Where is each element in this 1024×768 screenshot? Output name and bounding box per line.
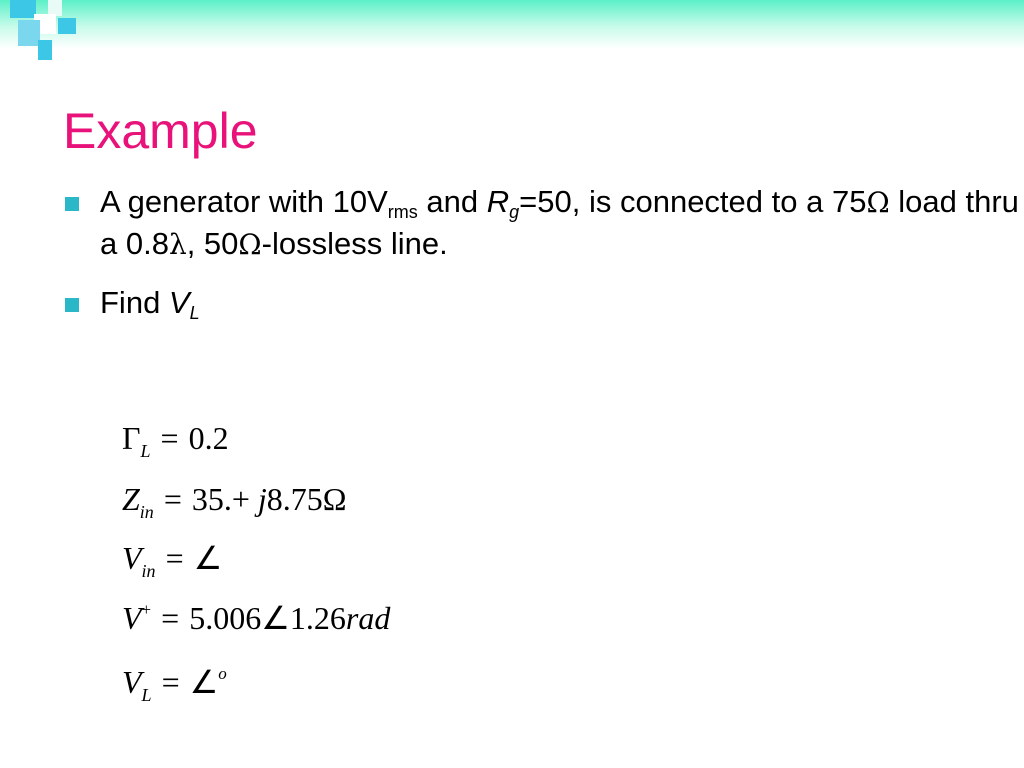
eq-op: = [165, 540, 184, 576]
bullet-square-icon [65, 298, 79, 312]
eq-rhs: 8.75Ω [266, 481, 347, 517]
eq-lhs: Z [122, 481, 140, 517]
eq-sub: in [139, 502, 154, 522]
bullet-list [62, 181, 1022, 340]
eq-rhs: ∠ [189, 664, 219, 700]
eq-rhs: 5.006∠1.26 [189, 600, 346, 636]
bullet-variable: R [486, 184, 510, 219]
bullet-text: =50, is connected to a 75 [519, 184, 867, 219]
eq-sup: o [218, 664, 227, 683]
equation-vin [122, 538, 223, 581]
eq-sub: in [141, 561, 156, 581]
bullet-item-problem [62, 181, 1022, 265]
equation-vplus [122, 598, 390, 638]
bullet-text: and [417, 184, 487, 219]
equation-vl [122, 662, 227, 705]
bullet-text: Find [100, 285, 169, 320]
bullet-item-find [62, 282, 1022, 323]
eq-lhs: Γ [122, 420, 141, 456]
bullet-square-icon [65, 197, 79, 211]
lambda-symbol: λ [168, 228, 187, 261]
eq-op: = [161, 600, 180, 636]
eq-rhs-unit: rad [345, 600, 391, 636]
eq-op: = [161, 664, 180, 700]
eq-sup: + [141, 600, 152, 619]
bullet-text: A generator with 10V [100, 184, 388, 219]
omega-symbol: Ω [866, 186, 890, 219]
eq-rhs: ∠ [193, 540, 223, 576]
bullet-subscript: L [189, 303, 200, 323]
top-decorative-band [0, 0, 1024, 49]
eq-lhs: V [122, 664, 142, 700]
bullet-subscript: rms [387, 202, 418, 222]
logo-squares-icon [0, 0, 80, 62]
eq-rhs-j: j [257, 481, 267, 517]
equation-gamma [122, 418, 229, 461]
slide-title: Example [63, 103, 258, 159]
eq-lhs: V [122, 540, 142, 576]
eq-op: = [160, 420, 179, 456]
eq-op: = [163, 481, 182, 517]
bullet-text: -lossless line. [261, 226, 448, 261]
bullet-text: , 50 [186, 226, 239, 261]
omega-symbol: Ω [238, 228, 262, 261]
bullet-variable: V [168, 285, 190, 320]
bullet-text: load thru a 0.8 [100, 184, 1019, 261]
eq-lhs: V [122, 600, 142, 636]
eq-rhs: 0.2 [188, 420, 229, 456]
eq-sub: L [141, 685, 152, 705]
equation-zin [122, 479, 347, 522]
bullet-subscript: g [509, 202, 520, 222]
eq-rhs: 35.+ [191, 481, 258, 517]
eq-sub: L [140, 441, 151, 461]
